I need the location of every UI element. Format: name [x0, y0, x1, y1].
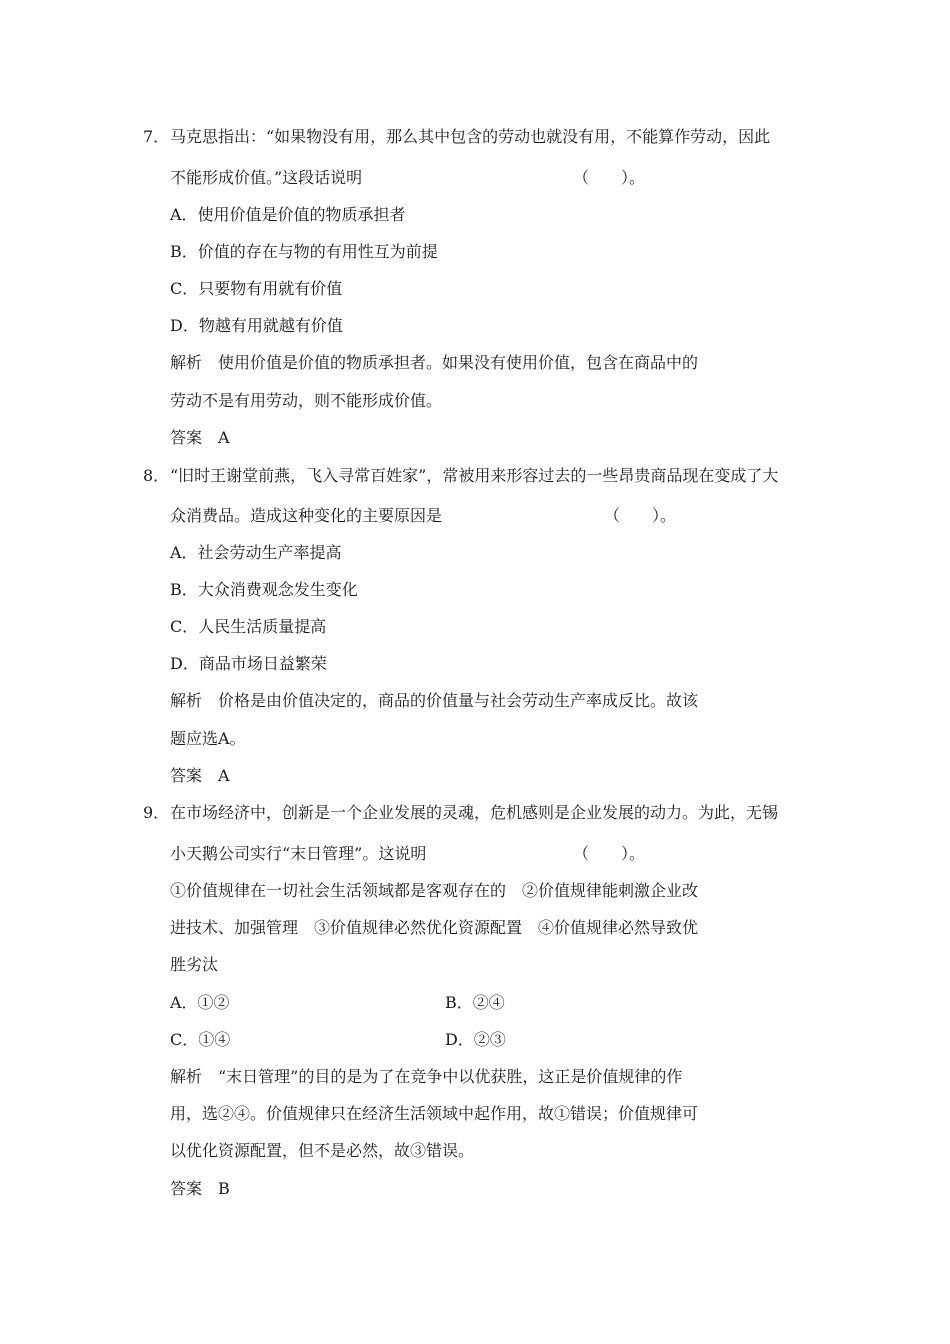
- option-d: D．商品市场日益繁荣: [170, 654, 327, 673]
- question-stem: 马克思指出：“如果物没有用，那么其中包含的劳动也就没有用，不能算作劳动，因此: [170, 127, 771, 146]
- question-8-stem-line-2: [170, 506, 442, 526]
- question-stem: “旧时王谢堂前燕，飞入寻常百姓家”，常被用来形容过去的一些昂贵商品现在变成了大: [170, 466, 779, 485]
- question-7-stem-line-2: [170, 168, 362, 188]
- answer-label: 答案 A: [170, 766, 230, 785]
- option-d: D．②③: [445, 1030, 506, 1049]
- analysis-line-1: 解析 价格是由价值决定的，商品的价值量与社会劳动生产率成反比。故该: [170, 691, 699, 710]
- answer-label: 答案 B: [170, 1179, 230, 1198]
- option-a: A．①②: [170, 993, 230, 1012]
- question-number: 7．: [143, 127, 170, 146]
- question-number: 9．: [143, 803, 170, 822]
- statements-line-2: 进技术、加强管理 ③价值规律必然优化资源配置 ④价值规律必然导致优: [170, 918, 699, 937]
- question-number: 8．: [143, 466, 170, 485]
- question-stem: 小天鹅公司实行“末日管理”。这说明: [170, 844, 427, 863]
- answer-label: 答案 A: [170, 428, 230, 447]
- option-b: B．大众消费观念发生变化: [170, 580, 358, 599]
- statements-line-3: 胜劣汰: [170, 955, 219, 974]
- analysis-line-2: 用，选②④。价值规律只在经济生活领域中起作用，故①错误；价值规律可: [170, 1104, 699, 1123]
- option-a: A．使用价值是价值的物质承担者: [170, 205, 406, 224]
- option-c: C．人民生活质量提高: [170, 617, 327, 636]
- analysis-line-1: 解析 “末日管理”的目的是为了在竞争中以优获胜，这正是价值规律的作: [170, 1067, 683, 1086]
- answer-blank: （ ）。: [604, 506, 677, 525]
- question-stem: 在市场经济中，创新是一个企业发展的灵魂，危机感则是企业发展的动力。为此，无锡: [170, 803, 779, 822]
- option-a: A．社会劳动生产率提高: [170, 543, 342, 562]
- statements-line-1: ①价值规律在一切社会生活领域都是客观存在的 ②价值规律能刺激企业改: [170, 881, 699, 900]
- question-stem: 不能形成价值。”这段话说明: [170, 168, 363, 187]
- answer-blank: （ ）。: [573, 844, 646, 863]
- question-9-stem-line-2: [170, 844, 426, 864]
- option-c: C．①④: [170, 1030, 231, 1049]
- analysis-line-3: 以优化资源配置，但不是必然，故③错误。: [170, 1141, 475, 1160]
- answer-blank: （ ）。: [573, 168, 646, 187]
- option-b: B．②④: [445, 993, 505, 1012]
- option-d: D．物越有用就越有价值: [170, 316, 343, 335]
- analysis-line-2: 题应选A。: [170, 729, 246, 748]
- option-c: C．只要物有用就有价值: [170, 279, 343, 298]
- analysis-line-2: 劳动不是有用劳动，则不能形成价值。: [170, 391, 443, 410]
- option-b: B．价值的存在与物的有用性互为前提: [170, 242, 438, 261]
- analysis-line-1: 解析 使用价值是价值的物质承担者。如果没有使用价值，包含在商品中的: [170, 353, 699, 372]
- question-stem: 众消费品。造成这种变化的主要原因是: [170, 506, 443, 525]
